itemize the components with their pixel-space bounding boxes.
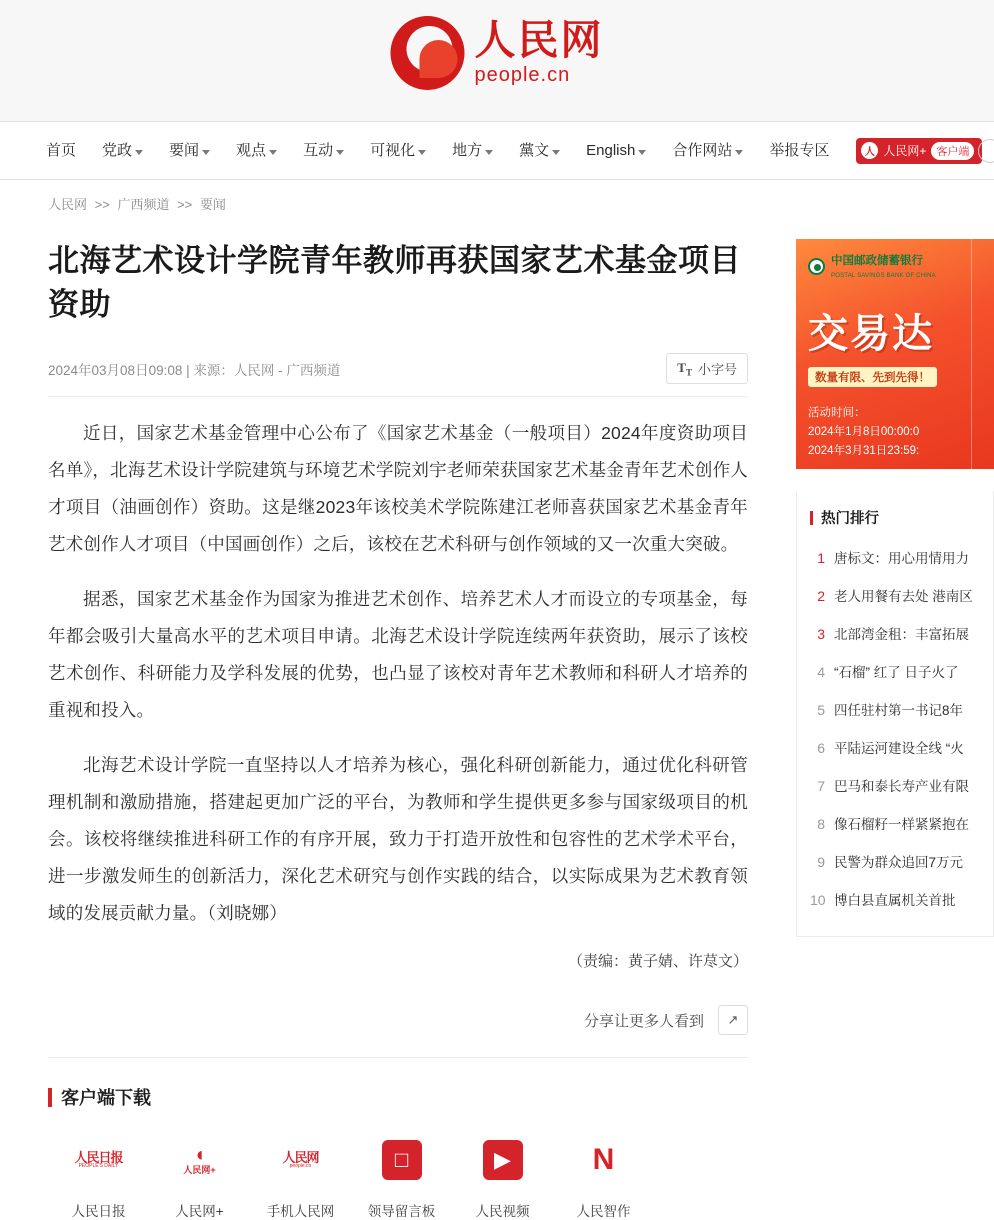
nav-item-1[interactable]	[89, 122, 156, 180]
article-meta-row	[48, 353, 748, 397]
rank-text: 博白县直属机关首批	[834, 893, 956, 908]
breadcrumb-item-1[interactable]: 广西频道	[117, 197, 170, 212]
main-nav	[0, 122, 994, 180]
rank-number: 4	[817, 664, 825, 680]
peoples-daily-icon: 人民日报 PEOPLE'S DAILY	[74, 1149, 123, 1170]
hot-ranking-card	[796, 491, 994, 937]
site-logo[interactable]	[391, 16, 604, 90]
nav-item-label: 首页	[46, 141, 77, 159]
article-meta: 2024年03月08日09:08 | 来源：人民网 - 广西频道	[48, 362, 341, 378]
rank-number: 9	[817, 854, 825, 870]
people-cn-plus-icon: ◖ 人民网+	[183, 1143, 216, 1175]
ad-time-label: 活动时间：	[808, 407, 866, 419]
download-item-people-zhizuo[interactable]	[553, 1132, 654, 1220]
rank-text: 像石榴籽一样紧紧抱在	[834, 817, 969, 832]
rank-number: 5	[817, 702, 825, 718]
downloads-grid	[48, 1132, 748, 1220]
nav-item-label: 要闻	[169, 141, 200, 159]
rank-text: 北部湾金租：丰富拓展	[834, 627, 969, 642]
nav-item-3[interactable]	[223, 122, 290, 180]
rank-text: 四任驻村第一书记8年	[834, 703, 964, 718]
downloads-title: 客户端下载	[48, 1084, 748, 1110]
list-item[interactable]	[797, 690, 993, 728]
page-body	[0, 225, 994, 1220]
list-item[interactable]	[797, 576, 993, 614]
sidebar	[796, 225, 994, 937]
article-paragraph-0: 近日，国家艺术基金管理中心公布了《国家艺术基金（一般项目）2024年度资助项目名单》，北海艺术设计学院建筑与环境艺术学院刘宇老师荣获国家艺术基金青年艺术创作人才项目（油画创作）资助。这是继2023年该校美术学院陈建江老师喜获国家艺术基金青年艺术创作人才项目（中国画创作）之后，该校在艺术科研与创作领域的又一次重大突破。	[48, 423, 748, 554]
breadcrumb	[0, 180, 994, 225]
article-paragraph-1: 据悉，国家艺术基金作为国家为推进艺术创作、培养艺术人才而设立的专项基金，每年都会吸引大量高水平的艺术项目申请。北海艺术设计学院连续两年获资助，展示了该校艺术创作、科研能力及学科发展的优势，也凸显了该校对青年艺术教师和科研人才培养的重视和投入。	[48, 589, 748, 720]
nav-item-label: 党政	[102, 141, 133, 159]
ad-bank-name-en: POSTAL SAVINGS BANK OF CHINA	[831, 273, 936, 279]
breadcrumb-separator: >>	[94, 197, 110, 212]
nav-item-5[interactable]	[357, 122, 439, 180]
nav-item-9[interactable]	[659, 122, 756, 180]
message-board-icon: □	[374, 1132, 430, 1188]
nav-item-2[interactable]	[156, 122, 223, 180]
play-video-icon: ▶	[475, 1132, 531, 1188]
hot-ranking-list	[797, 538, 993, 918]
font-size-label: 小字号	[697, 362, 737, 377]
people-cn-badge-icon: 人	[861, 142, 878, 159]
ad-tagline: 数量有限、先到先得！	[808, 367, 937, 387]
rank-number: 1	[817, 550, 825, 566]
app-pill-label: 人民网+	[883, 144, 927, 158]
list-item[interactable]	[797, 652, 993, 690]
list-item[interactable]	[797, 728, 993, 766]
text-size-icon: $T_T$	[677, 359, 692, 378]
chevron-down-icon	[135, 150, 143, 155]
list-item[interactable]	[797, 842, 993, 880]
logo-text	[474, 16, 604, 87]
download-label: 人民智作	[576, 1204, 631, 1219]
ad-bank-name: 中国邮政储蓄银行	[831, 255, 923, 267]
nav-item-label: 互动	[303, 141, 334, 159]
rank-number: 2	[817, 588, 825, 604]
sidebar-advertisement[interactable]	[796, 239, 994, 469]
rank-text: 平陆运河建设全线 “火	[834, 741, 964, 756]
share-external-icon[interactable]: ↗	[718, 1005, 748, 1035]
ad-time-start: 2024年1月8日00:00:0	[808, 426, 920, 438]
download-item-peoples-daily[interactable]	[48, 1132, 149, 1220]
nav-item-label: 地方	[452, 141, 483, 159]
ad-headline: 交易达	[808, 312, 934, 356]
article-body	[48, 415, 748, 932]
breadcrumb-item-2[interactable]: 要闻	[199, 197, 226, 212]
chevron-down-icon	[418, 150, 426, 155]
chevron-down-icon	[735, 150, 743, 155]
list-item[interactable]	[797, 804, 993, 842]
rank-number: 3	[817, 626, 825, 642]
article-column	[0, 225, 796, 1220]
app-download-pill[interactable]	[856, 138, 982, 164]
ad-bank-row	[796, 239, 994, 280]
mobile-people-cn-icon: 人民网 people.cn	[282, 1149, 319, 1170]
download-item-message-board[interactable]	[351, 1132, 452, 1220]
nav-item-label: 观点	[236, 141, 267, 159]
nav-item-label: 举报专区	[769, 141, 830, 159]
nav-item-label: English	[586, 141, 636, 159]
list-item[interactable]	[797, 766, 993, 804]
list-item[interactable]	[797, 880, 993, 918]
nav-item-label: 合作网站	[672, 141, 733, 159]
nav-item-4[interactable]	[290, 122, 357, 180]
download-label: 人民网+	[175, 1204, 224, 1219]
download-label: 人民日报	[71, 1204, 126, 1219]
postal-savings-bank-logo-icon	[808, 258, 825, 275]
site-header	[0, 0, 994, 122]
font-size-button[interactable]	[666, 353, 748, 384]
rank-number: 10	[810, 892, 826, 908]
article-paragraph-2: 北海艺术设计学院一直坚持以人才培养为核心，强化科研创新能力，通过优化科研管理机制和激励措施，搭建起更加广泛的平台，为教师和学生提供更多参与国家级项目的机会。该校将继续推进科研工作的有序开展，致力于打造开放性和包容性的艺术学术平台，进一步激发师生的创新活力，深化艺术研究与创作实践的结合，以实际成果为艺术教育领域的发展贡献力量。（刘晓娜）	[48, 755, 748, 923]
nav-item-8[interactable]	[573, 122, 659, 180]
download-item-people-cn-plus[interactable]	[149, 1132, 250, 1220]
nav-item-6[interactable]	[439, 122, 506, 180]
download-label: 手机人民网	[266, 1204, 335, 1219]
ad-divider	[971, 239, 972, 469]
share-row	[48, 1005, 748, 1035]
list-item[interactable]	[797, 538, 993, 576]
ad-time-block	[808, 404, 919, 461]
nav-item-label: 黨文	[519, 141, 550, 159]
app-pill-badge: 客户端	[931, 142, 974, 160]
rank-text: 巴马和泰长寿产业有限	[834, 779, 969, 794]
nav-item-0[interactable]	[46, 122, 89, 180]
article-editor: （责编：黄子婧、许荩文）	[567, 953, 748, 970]
nav-item-7[interactable]	[506, 122, 573, 180]
breadcrumb-item-0[interactable]: 人民网	[48, 197, 88, 212]
rank-text: 民警为群众追回7万元	[834, 855, 964, 870]
chevron-down-icon	[638, 150, 646, 155]
chevron-down-icon	[552, 150, 560, 155]
download-item-people-video[interactable]	[452, 1132, 553, 1220]
logo-title-en: people.cn	[474, 64, 571, 87]
chevron-down-icon	[269, 150, 277, 155]
rank-number: 7	[817, 778, 825, 794]
rank-text: 老人用餐有去处 港南区	[834, 589, 973, 604]
ad-time-end: 2024年3月31日23:59:	[808, 445, 920, 457]
people-cn-logo-icon	[391, 16, 465, 90]
logo-title-cn: 人民网	[474, 16, 604, 63]
breadcrumb-separator: >>	[177, 197, 193, 212]
page-title: 北海艺术设计学院青年教师再获国家艺术基金项目资助	[48, 243, 741, 322]
rank-number: 6	[817, 740, 825, 756]
rank-text: “石榴” 红了 日子火了	[834, 665, 959, 680]
nav-item-label: 可视化	[370, 141, 416, 159]
rank-text: 唐标文：用心用情用力	[834, 551, 969, 566]
chevron-down-icon	[485, 150, 493, 155]
download-item-mobile-people-cn[interactable]	[250, 1132, 351, 1220]
list-item[interactable]	[797, 614, 993, 652]
chevron-down-icon	[202, 150, 210, 155]
divider	[48, 1057, 748, 1058]
chevron-down-icon	[336, 150, 344, 155]
nav-item-10[interactable]	[756, 122, 842, 180]
people-zhizuo-icon: N	[592, 1143, 615, 1177]
download-label: 领导留言板	[367, 1204, 436, 1219]
rank-number: 8	[817, 816, 825, 832]
hot-ranking-title: 热门排行	[797, 491, 993, 538]
share-label: 分享让更多人看到	[583, 1012, 704, 1030]
download-label: 人民视频	[475, 1204, 530, 1219]
